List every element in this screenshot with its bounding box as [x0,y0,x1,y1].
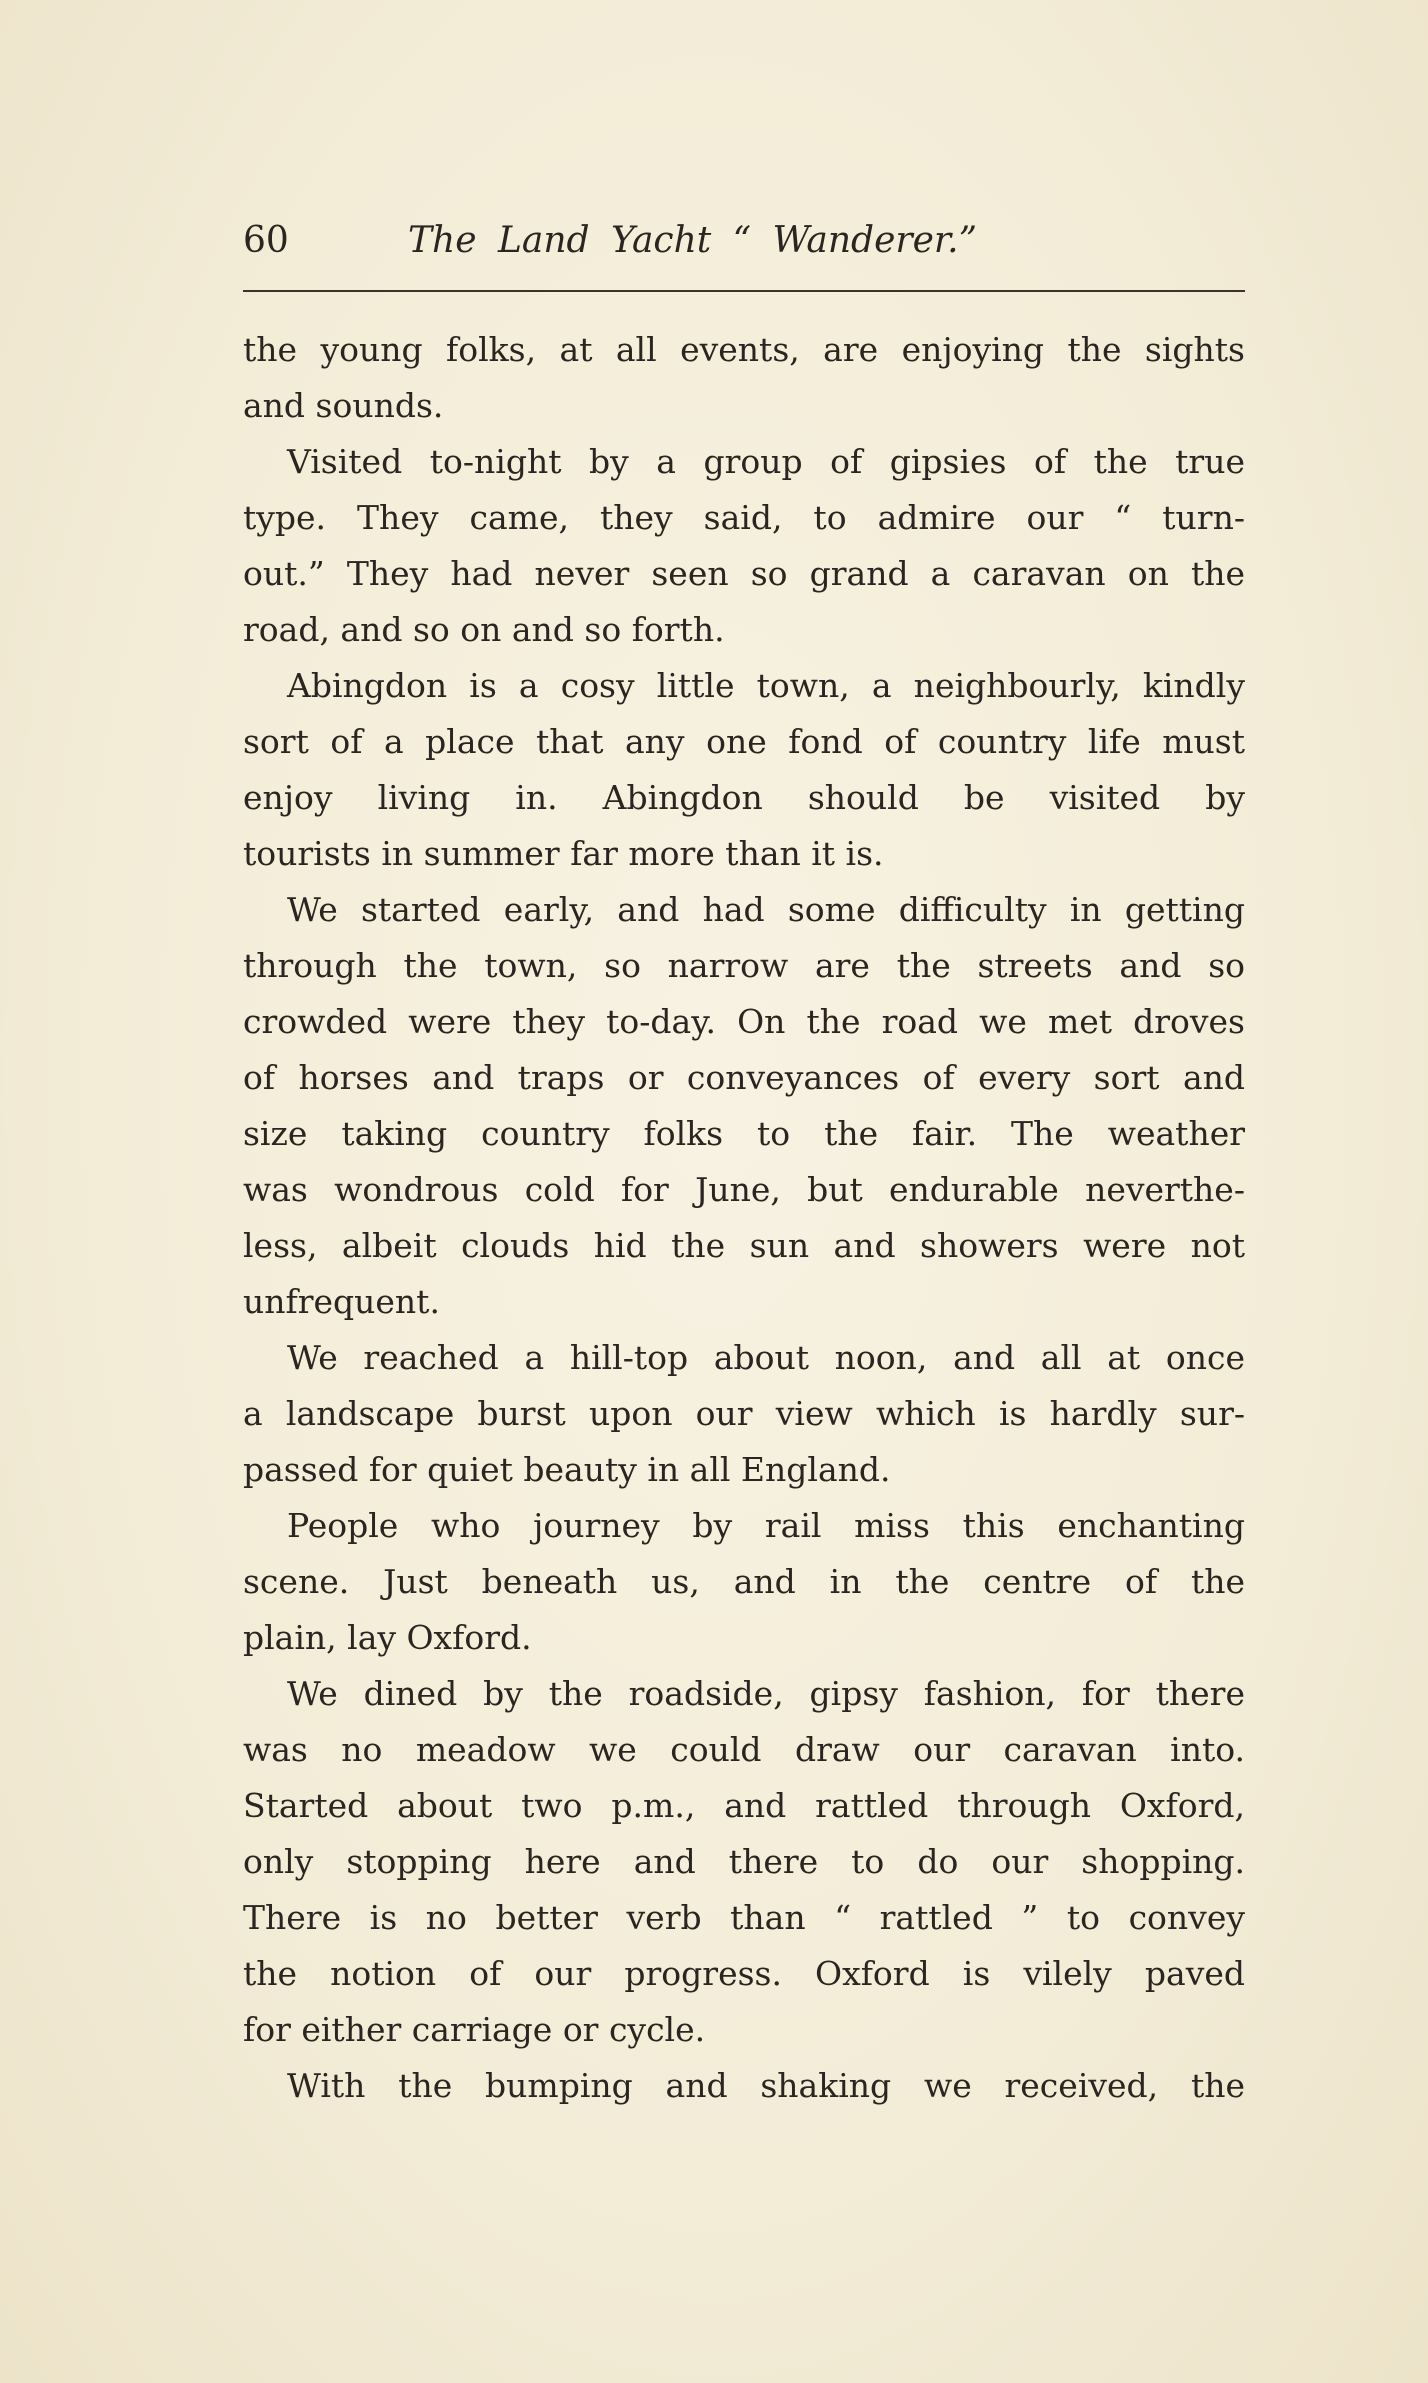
text-line: scene. Just beneath us, and in the centre of the [243,1562,1245,1601]
text-line: less, albeit clouds hid the sun and showers were not [243,1226,1245,1265]
page-header [243,206,1243,276]
text-line: passed for quiet beauty in all England. [243,1450,891,1489]
text-line: We reached a hill-top about noon, and all at once [287,1338,1245,1377]
text-line: through the town, so narrow are the streets and so [243,946,1245,985]
text-line: of horses and traps or conveyances of every sort and [243,1058,1245,1097]
text-line: People who journey by rail miss this enchanting [287,1506,1245,1545]
header-rule [243,290,1245,292]
text-line: Visited to-night by a group of gipsies of the true [287,442,1245,481]
text-line: We dined by the roadside, gipsy fashion, for there [287,1674,1245,1713]
text-line: Started about two p.m., and rattled through Oxford, [243,1786,1245,1825]
text-line: sort of a place that any one fond of country life must [243,722,1245,761]
text-line: only stopping here and there to do our shopping. [243,1842,1245,1881]
text-line: plain, lay Oxford. [243,1618,532,1657]
text-line: There is no better verb than “ rattled ” to convey [243,1898,1245,1937]
text-line: With the bumping and shaking we received, the [287,2066,1245,2105]
text-line: crowded were they to-day. On the road we met droves [243,1002,1245,1041]
text-line: tourists in summer far more than it is. [243,834,884,873]
body-text [243,322,1245,2114]
text-line: for either carriage or cycle. [243,2010,706,2049]
text-line: size taking country folks to the fair. The weather [243,1114,1245,1153]
text-line: Abingdon is a cosy little town, a neighbourly, kindly [287,666,1245,705]
text-line: was wondrous cold for June, but endurable neverthe- [243,1170,1245,1209]
text-line: out.” They had never seen so grand a caravan on the [243,554,1245,593]
text-line: the notion of our progress. Oxford is vilely paved [243,1954,1245,1993]
page-number: 60 [243,220,289,261]
text-line: unfrequent. [243,1282,440,1321]
text-line: We started early, and had some difficulty in getting [287,890,1245,929]
text-line: was no meadow we could draw our caravan into. [243,1730,1245,1769]
running-title: The Land Yacht “ Wanderer.” [408,220,978,261]
text-line: the young folks, at all events, are enjoying the sights [243,330,1245,369]
text-line: road, and so on and so forth. [243,610,725,649]
text-line: and sounds. [243,386,444,425]
text-line: type. They came, they said, to admire our “ turn- [243,498,1245,537]
text-line: enjoy living in. Abingdon should be visited by [243,778,1245,817]
text-line: a landscape burst upon our view which is hardly sur- [243,1394,1245,1433]
